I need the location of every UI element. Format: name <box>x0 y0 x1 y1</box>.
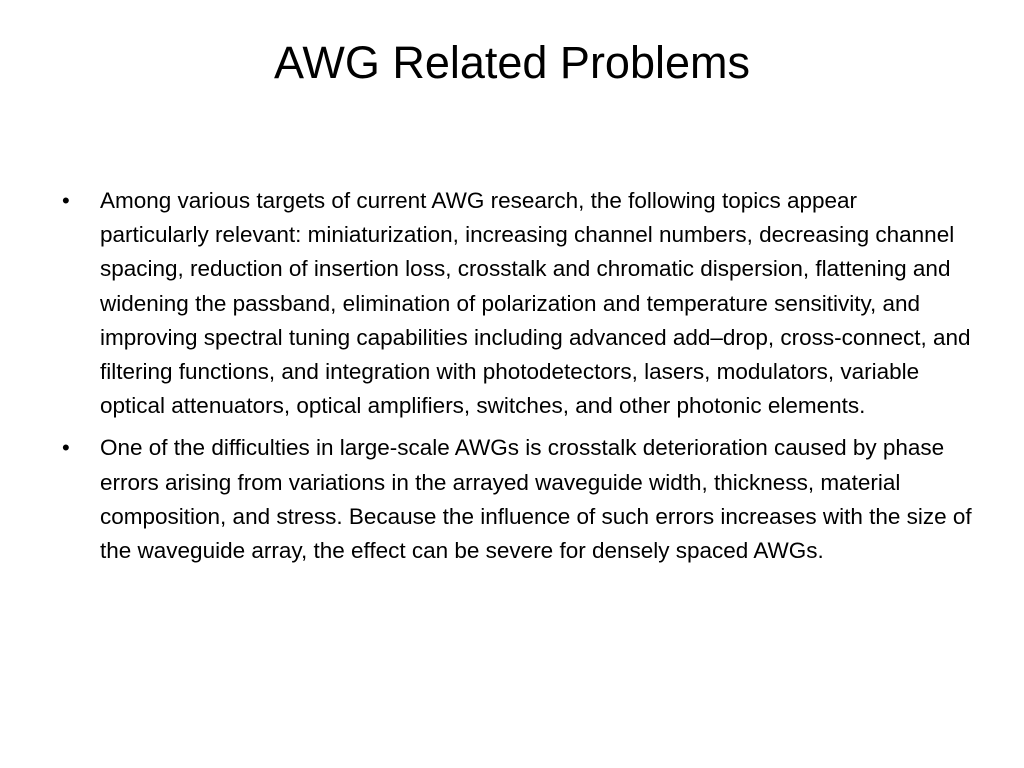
bullet-item-2 <box>62 431 972 568</box>
bullet-marker-icon: • <box>62 188 70 213</box>
bullet-marker-icon: • <box>62 435 70 461</box>
bullet-text-2: One of the difficulties in large-scale AWGs is crosstalk deterioration caused by phase errors arising from variations in the arrayed waveguide width, thickness, material composition, and stress. Because the influence of such errors increases with the size of the waveguide array, the effect can be severe for densely spaced AWGs. <box>100 435 972 564</box>
bullet-list <box>62 184 972 568</box>
bullet-item-1 <box>62 184 972 423</box>
slide-content <box>62 184 972 576</box>
bullet-text-1: Among various targets of current AWG research, the following topics appear particularly relevant: miniaturization, increasing channel numbers, decreasing channel spacing, reduction of insertion loss, crosstalk and chromatic dispersion, flattening and widening the passband, elimination of polarization and temperature sensitivity, and improving spectral tuning capabilities including advanced add–drop, cross-connect, and filtering functions, and integration with photodetectors, lasers, modulators, variable optical attenuators, optical amplifiers, switches, and other photonic elements. <box>100 188 971 419</box>
slide-title: AWG Related Problems <box>274 37 750 88</box>
